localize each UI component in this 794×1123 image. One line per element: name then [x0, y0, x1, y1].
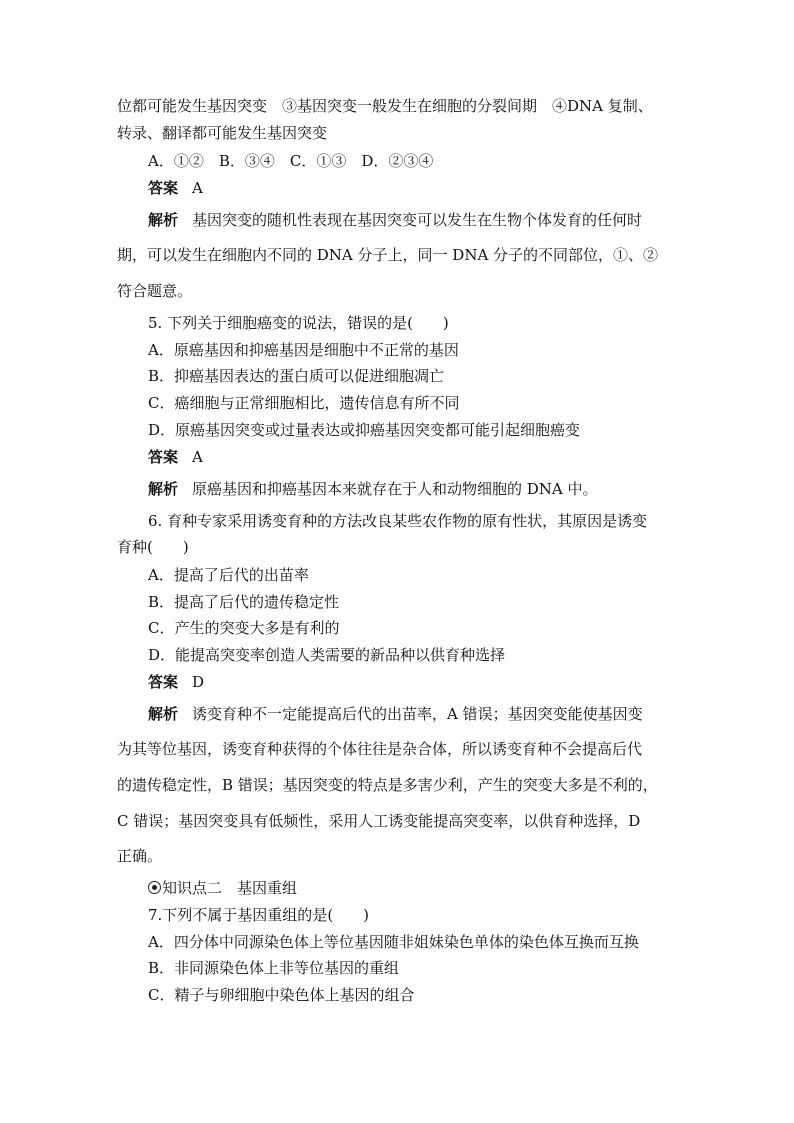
q5-option-a: A．原癌基因和抑癌基因是细胞中不正常的基因: [148, 341, 459, 359]
q5-option-b: B．抑癌基因表达的蛋白质可以促进细胞凋亡: [148, 367, 445, 385]
q4-analysis-line-3: 符合题意。: [117, 282, 193, 300]
analysis-text: 原癌基因和抑癌基因本来就存在于人和动物细胞的 DNA 中。: [192, 480, 598, 498]
analysis-text: 诱变育种不一定能提高后代的出苗率，A 错误；基因突变能使基因变: [192, 705, 643, 723]
q7-option-b: B．非同源染色体上非等位基因的重组: [148, 959, 400, 977]
q6-analysis-line-2: 为其等位基因，诱变育种获得的个体往往是杂合体，所以诱变育种不会提高后代: [117, 740, 643, 758]
q4-options: A．①② B．③④ C．①③ D．②③④: [148, 152, 434, 170]
q5-analysis-line-1: [148, 479, 598, 499]
answer-value: A: [192, 448, 203, 466]
q6-stem-line-1: 6. 育种专家采用诱变育种的方法改良某些农作物的原有性状，其原因是诱变: [148, 512, 648, 530]
answer-label: 答案: [148, 448, 179, 466]
q7-stem: 7.下列不属于基因重组的是( ): [148, 906, 370, 924]
analysis-label: 解析: [148, 480, 179, 498]
q7-option-a: A．四分体中同源染色体上等位基因随非姐妹染色单体的染色体互换而互换: [148, 933, 639, 951]
q5-stem: 5. 下列关于细胞癌变的说法，错误的是( ): [148, 314, 449, 332]
q4-analysis-line-2: 期，可以发生在细胞内不同的 DNA 分子上，同一 DNA 分子的不同部位，①、②: [117, 246, 659, 264]
q4-analysis-line-1: [148, 210, 642, 230]
analysis-label: 解析: [148, 211, 179, 229]
q5-answer: [148, 447, 203, 467]
q7-option-c: C．精子与卵细胞中染色体上基因的组合: [148, 986, 415, 1004]
answer-label: 答案: [148, 179, 179, 197]
q5-option-c: C．癌细胞与正常细胞相比，遗传信息有所不同: [148, 394, 460, 412]
knowledge-point-title: 知识点二 基因重组: [162, 879, 298, 897]
q6-analysis-line-1: [148, 704, 643, 724]
knowledge-point-heading: [148, 878, 297, 898]
q6-analysis-line-3: 的遗传稳定性，B 错误；基因突变的特点是多害少利，产生的突变大多是不利的，: [117, 776, 658, 794]
q6-analysis-line-5: 正确。: [117, 847, 163, 865]
q4-stem-line-2: 转录、翻译都可能发生基因突变: [117, 124, 328, 142]
analysis-text: 基因突变的随机性表现在基因突变可以发生在生物个体发育的任何时: [192, 211, 643, 229]
answer-value: A: [192, 179, 203, 197]
q6-option-d: D．能提高突变率创造人类需要的新品种以供育种选择: [148, 646, 506, 664]
analysis-label: 解析: [148, 705, 179, 723]
q6-answer: [148, 672, 204, 692]
circled-dot-icon: [148, 881, 161, 894]
answer-label: 答案: [148, 673, 179, 691]
q6-option-c: C．产生的突变大多是有利的: [148, 619, 340, 637]
q4-stem-line-1: 位都可能发生基因突变 ③基因突变一般发生在细胞的分裂间期 ④DNA 复制、: [117, 97, 653, 115]
q4-answer: [148, 178, 203, 198]
q6-option-b: B．提高了后代的遗传稳定性: [148, 593, 340, 611]
q5-option-d: D．原癌基因突变或过量表达或抑癌基因突变都可能引起细胞癌变: [148, 421, 581, 439]
q6-stem-line-2: 育种( ): [117, 538, 189, 556]
q6-option-a: A．提高了后代的出苗率: [148, 566, 309, 584]
q6-analysis-line-4: C 错误；基因突变具有低频性，采用人工诱变能提高突变率，以供育种选择，D: [117, 812, 641, 830]
answer-value: D: [192, 673, 205, 691]
